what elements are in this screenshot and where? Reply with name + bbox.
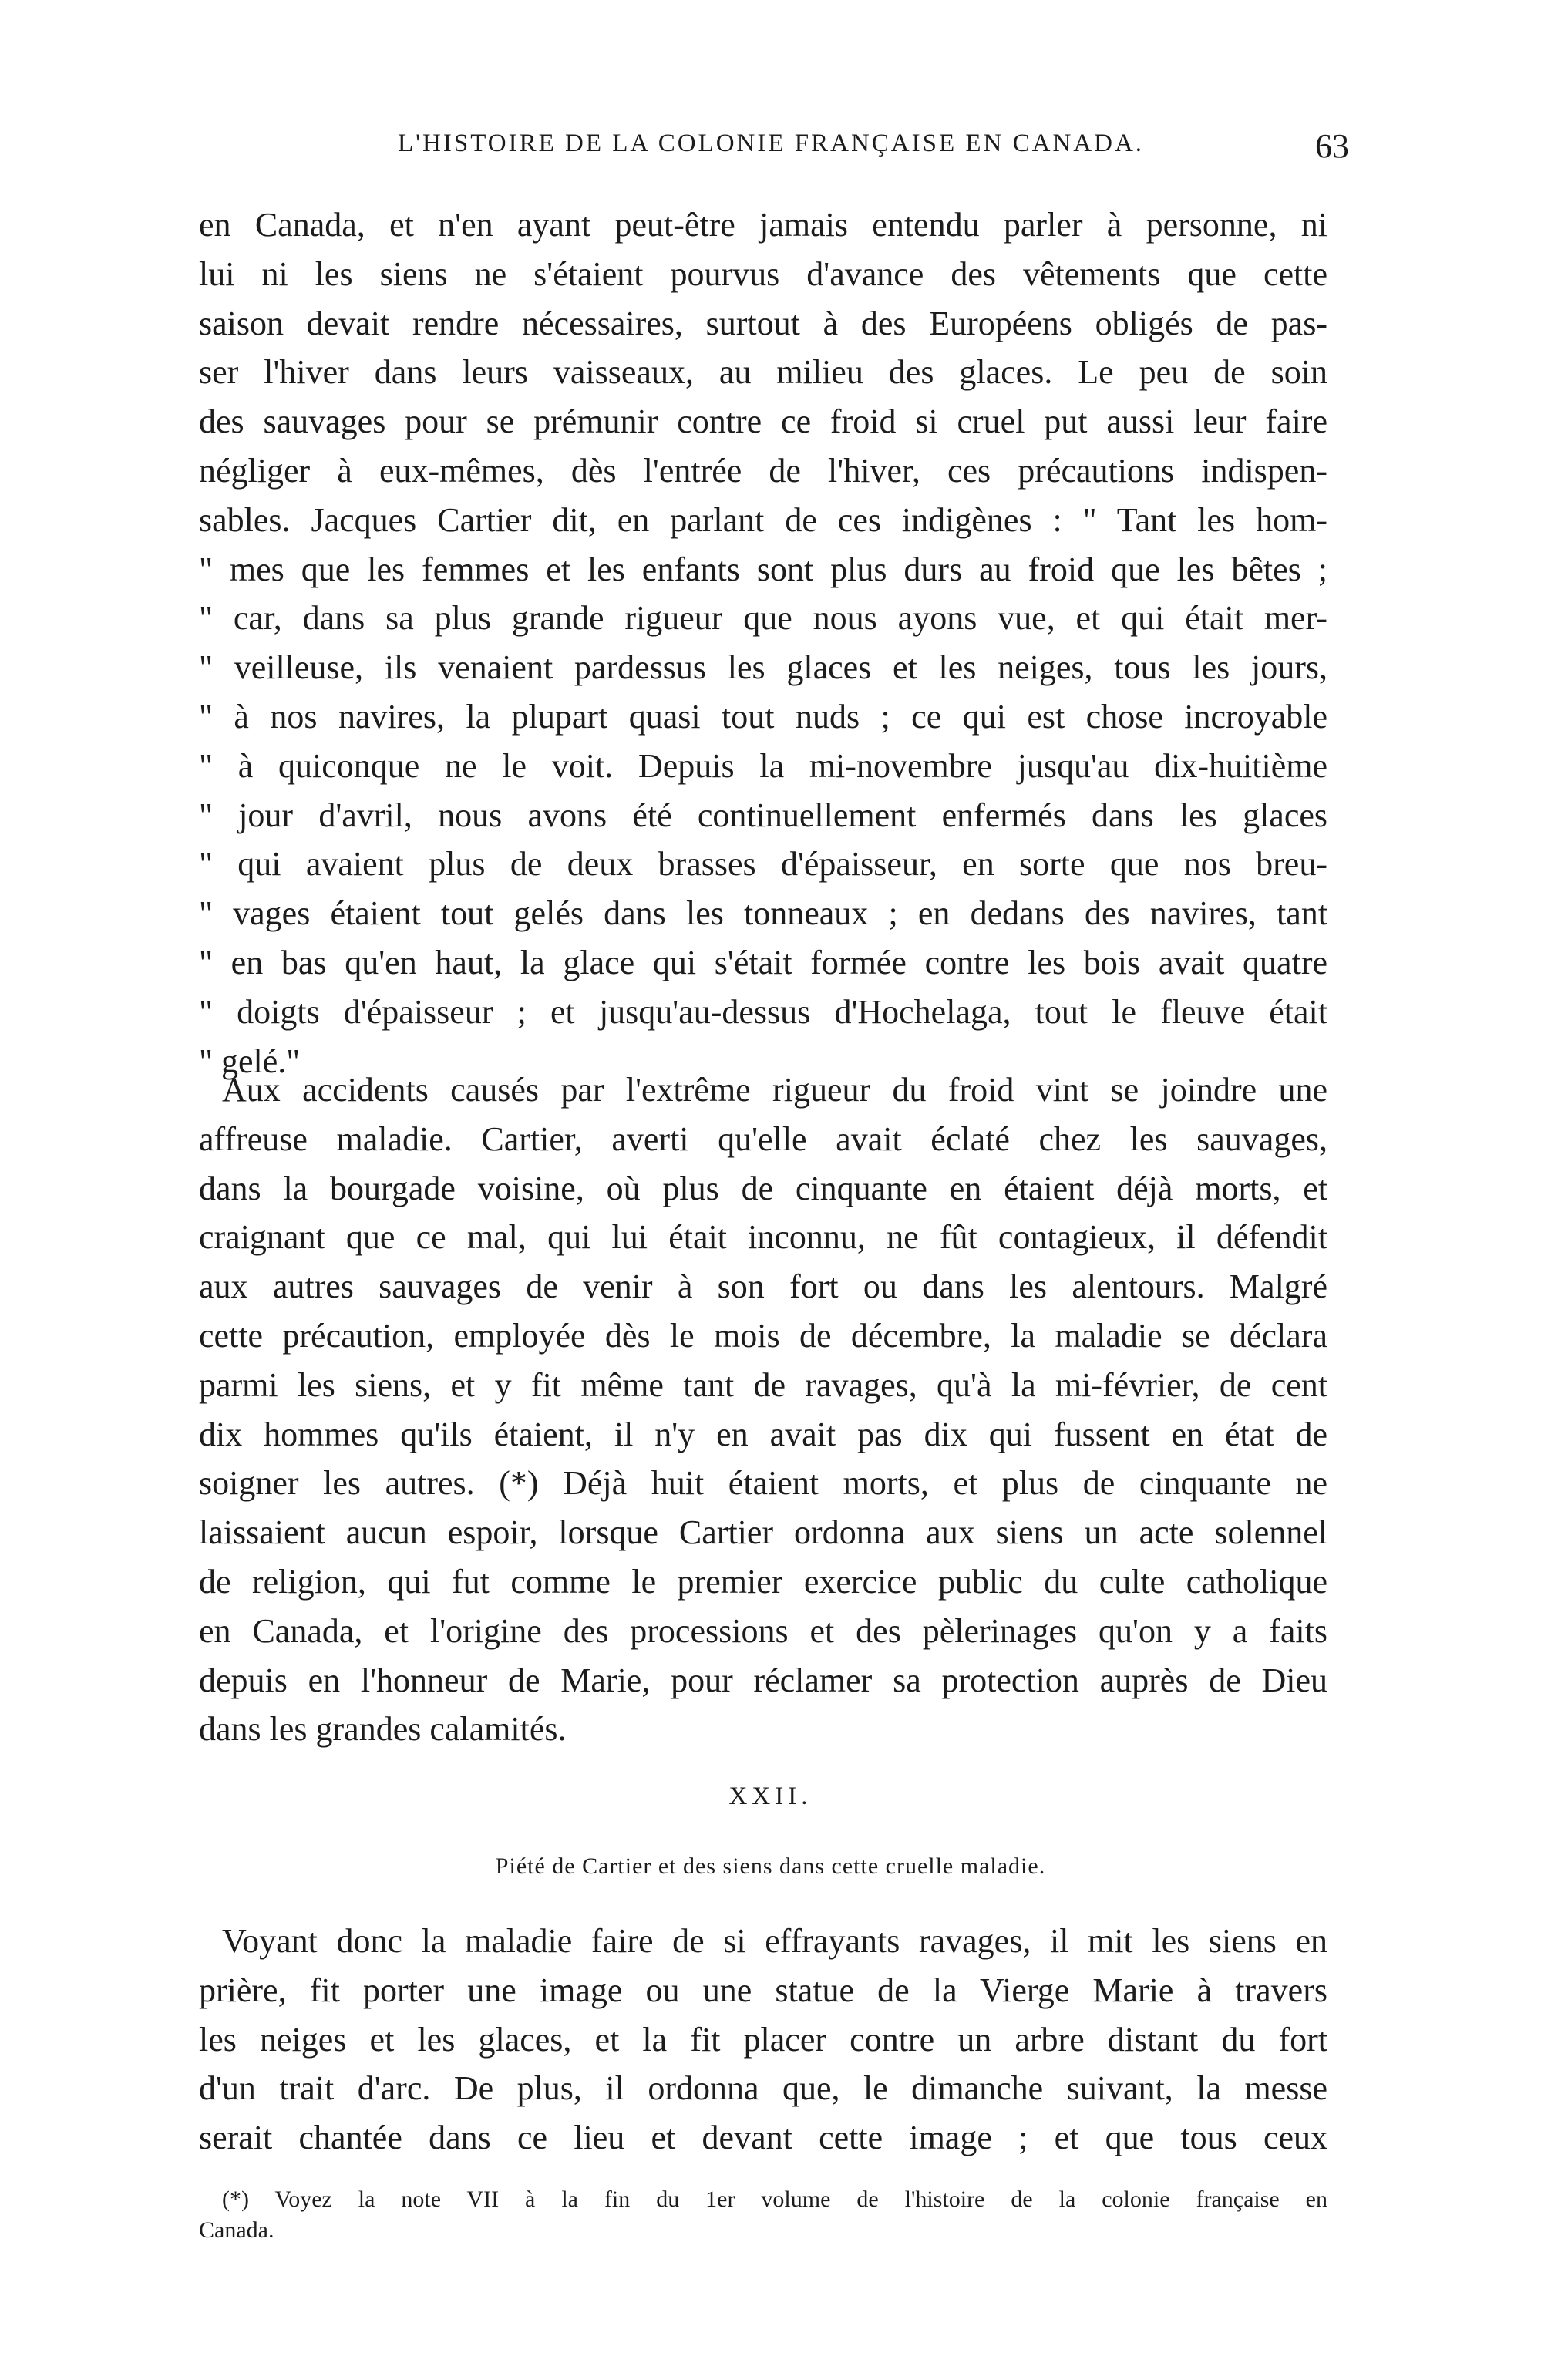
footnote: [199, 2184, 1327, 2246]
text-line: Aux accidents causés par l'extrême rigueur du froid vint se joindre une: [222, 1071, 1327, 1109]
text-line: en Canada, et l'origine des processions et des pèlerinages qu'on y a faits: [199, 1611, 1327, 1650]
quote-line: " à nos navires, la plupart quasi tout nuds ; ce qui est chose incroyable: [199, 697, 1327, 736]
page-number: 63: [1315, 127, 1349, 165]
quote-line: " à quiconque ne le voit. Depuis la mi-novembre jusqu'au dix-huitième: [199, 746, 1327, 785]
quote-line: " doigts d'épaisseur ; et jusqu'au-dessus d'Hochelaga, tout le fleuve était: [199, 992, 1327, 1031]
text-line: des sauvages pour se prémunir contre ce froid si cruel put aussi leur faire: [199, 402, 1327, 441]
text-line: les neiges et les glaces, et la fit placer contre un arbre distant du fort: [199, 2020, 1327, 2059]
section-subtitle: Piété de Cartier et des siens dans cette cruelle maladie.: [495, 1853, 1046, 1879]
paragraph-maladie: [199, 1065, 1327, 1754]
quote-line: " qui avaient plus de deux brasses d'épaisseur, en sorte que nos breu-: [199, 845, 1327, 884]
paragraph-cartier-winter: [199, 200, 1327, 1086]
text-line: Voyant donc la maladie faire de si effrayants ravages, il mit les siens en: [222, 1922, 1327, 1960]
paragraph-priere: [199, 1917, 1327, 2163]
text-line: serait chantée dans ce lieu et devant cette image ; et que tous ceux: [199, 2119, 1327, 2157]
text-line: en Canada, et n'en ayant peut-être jamais entendu parler à personne, ni: [199, 206, 1327, 244]
quote-line: " veilleuse, ils venaient pardessus les glaces et les neiges, tous les jours,: [199, 648, 1327, 687]
text-line: saison devait rendre nécessaires, surtout à des Européens obligés de pas-: [199, 304, 1327, 342]
quote-line: " gelé.": [199, 1042, 301, 1080]
text-line: prière, fit porter une image ou une statue de la Vierge Marie à travers: [199, 1971, 1327, 2009]
text-line: aux autres sauvages de venir à son fort ou dans les alentours. Malgré: [199, 1267, 1327, 1306]
text-line: craignant que ce mal, qui lui était inconnu, ne fût contagieux, il défendit: [199, 1218, 1327, 1257]
text-line: sables. Jacques Cartier dit, en parlant de ces indigènes : " Tant les hom-: [199, 500, 1327, 539]
footnote-line: (*) Voyez la note VII à la fin du 1er volume de l'histoire de la colonie française en: [222, 2186, 1327, 2212]
text-line: ser l'hiver dans leurs vaisseaux, au milieu des glaces. Le peu de soin: [199, 353, 1327, 392]
text-line: cette précaution, employée dès le mois de décembre, la maladie se déclara: [199, 1316, 1327, 1355]
text-line: parmi les siens, et y fit même tant de ravages, qu'à la mi-février, de cent: [199, 1365, 1327, 1404]
text-line: laissaient aucun espoir, lorsque Cartier ordonna aux siens un acte solennel: [199, 1513, 1327, 1552]
quote-line: " jour d'avril, nous avons été continuellement enfermés dans les glaces: [199, 796, 1327, 834]
text-line: affreuse maladie. Cartier, averti qu'elle avait éclaté chez les sauvages,: [199, 1119, 1327, 1158]
quote-line: " vages étaient tout gelés dans les tonneaux ; en dedans des navires, tant: [199, 894, 1327, 933]
text-line: d'un trait d'arc. De plus, il ordonna que, le dimanche suivant, la messe: [199, 2069, 1327, 2108]
quote-line: " en bas qu'en haut, la glace qui s'était formée contre les bois avait quatre: [199, 943, 1327, 981]
footnote-line: Canada.: [199, 2217, 274, 2243]
page-header: [193, 127, 1349, 168]
quote-line: " mes que les femmes et les enfants sont plus durs au froid que les bêtes ;: [199, 550, 1327, 588]
text-line: négliger à eux-mêmes, dès l'entrée de l'hiver, ces précautions indispen-: [199, 451, 1327, 490]
text-line: dans les grandes calamités.: [199, 1710, 567, 1749]
text-line: dix hommes qu'ils étaient, il n'y en avait pas dix qui fussent en état de: [199, 1415, 1327, 1453]
quote-line: " car, dans sa plus grande rigueur que nous ayons vue, et qui était mer-: [199, 599, 1327, 638]
text-line: depuis en l'honneur de Marie, pour réclamer sa protection auprès de Dieu: [199, 1661, 1327, 1699]
section-number: XXII.: [728, 1782, 813, 1810]
text-line: soigner les autres. (*) Déjà huit étaient morts, et plus de cinquante ne: [199, 1464, 1327, 1503]
text-line: dans la bourgade voisine, où plus de cinquante en étaient déjà morts, et: [199, 1169, 1327, 1207]
running-title: L'HISTOIRE DE LA COLONIE FRANÇAISE EN CANADA.: [397, 130, 1145, 157]
text-line: de religion, qui fut comme le premier exercice public du culte catholique: [199, 1562, 1327, 1601]
text-line: lui ni les siens ne s'étaient pourvus d'avance des vêtements que cette: [199, 254, 1327, 293]
